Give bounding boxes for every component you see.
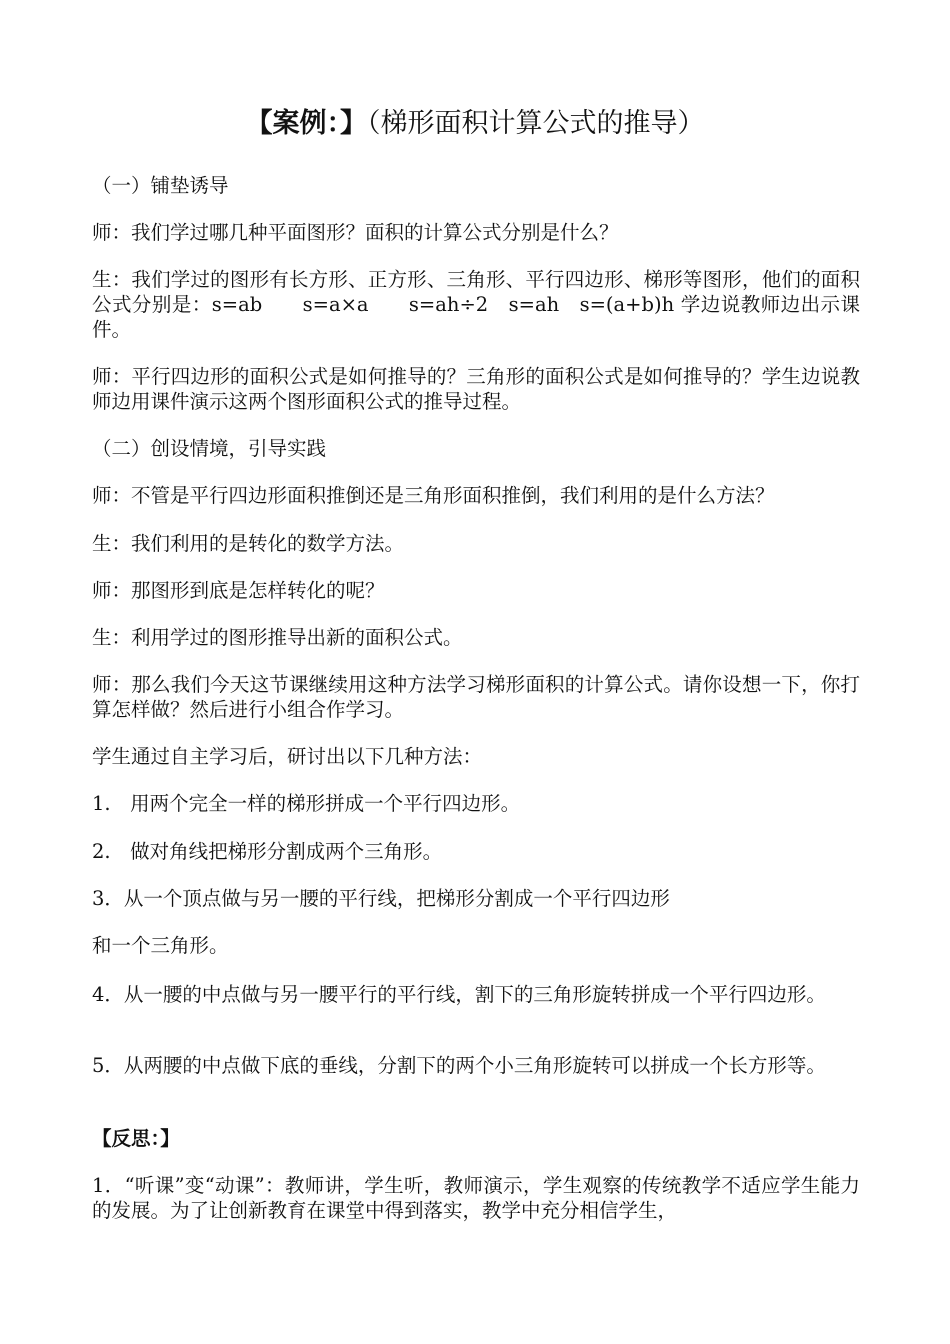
dialogue-teacher-3: 师：不管是平行四边形面积推倒还是三角形面积推倒，我们利用的是什么方法？	[92, 484, 775, 507]
dialogue-student-3: 生：利用学过的图形推导出新的面积公式。	[92, 626, 463, 649]
methods-intro: 学生通过自主学习后，研讨出以下几种方法：	[92, 745, 483, 768]
title-topic: （梯形面积计算公式的推导）	[367, 108, 705, 139]
section-heading-1: （一）铺垫诱导	[92, 174, 229, 197]
method-item-1: 1. 用两个完全一样的梯形拼成一个平行四边形。	[92, 792, 521, 815]
dialogue-teacher-5: 师：那么我们今天这节课继续用这种方法学习梯形面积的计算公式。请你设想一下，你打算怎样做？然后进行小组合作学习。	[92, 673, 860, 721]
reflection-heading: 【反思：】	[92, 1127, 180, 1150]
method-item-2: 2. 做对角线把梯形分割成两个三角形。	[92, 840, 443, 863]
method-item-3-continued: 和一个三角形。	[92, 934, 229, 957]
dialogue-teacher-4: 师：那图形到底是怎样转化的呢？	[92, 579, 385, 602]
dialogue-teacher-2: 师：平行四边形的面积公式是如何推导的？三角形的面积公式是如何推导的？学生边说教师边用课件演示这两个图形面积公式的推导过程。	[92, 365, 860, 413]
dialogue-student-1: 生：我们学过的图形有长方形、正方形、三角形、平行四边形、梯形等图形，他们的面积公式分别是：s=ab s=a×a s=ah÷2 s=ah s=(a+b)h 学边说教师边出示课件。	[92, 268, 860, 341]
title-case-label: 【案例：】	[245, 108, 367, 139]
document-title	[0, 106, 950, 142]
reflection-item-1: 1．“听课”变“动课”：教师讲，学生听，教师演示，学生观察的传统教学不适应学生能力的发展。为了让创新教育在课堂中得到落实，教学中充分相信学生，	[92, 1174, 860, 1222]
section-heading-2: （二）创设情境，引导实践	[92, 437, 327, 460]
dialogue-student-2: 生：我们利用的是转化的数学方法。	[92, 532, 405, 555]
method-item-3: 3．从一个顶点做与另一腰的平行线，把梯形分割成一个平行四边形	[92, 887, 670, 910]
dialogue-teacher-1: 师：我们学过哪几种平面图形？面积的计算公式分别是什么？	[92, 221, 619, 244]
method-item-5: 5．从两腰的中点做下底的垂线，分割下的两个小三角形旋转可以拼成一个长方形等。	[92, 1054, 826, 1077]
method-item-4: 4．从一腰的中点做与另一腰平行的平行线，割下的三角形旋转拼成一个平行四边形。	[92, 983, 826, 1006]
